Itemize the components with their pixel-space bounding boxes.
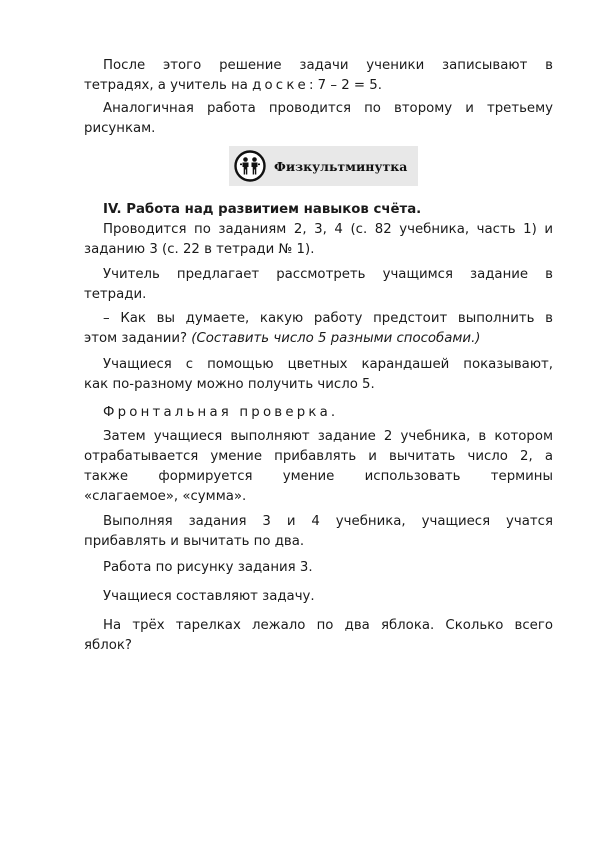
paragraph-line: Работа по рисунку задания 3. xyxy=(103,560,313,575)
paragraph-line: рисункам. xyxy=(84,121,156,136)
spaced-word: доске xyxy=(252,78,309,93)
paragraph-line: тетради. xyxy=(84,287,147,302)
paragraph-line: прибавлять и вычитать по два. xyxy=(84,534,305,549)
paragraph-line: Выполняя задания 3 и 4 учебника, учащиеся учатся xyxy=(103,514,553,529)
paragraph-teacher-board xyxy=(84,56,553,96)
paragraph-line: яблок? xyxy=(84,638,132,653)
paragraph-line: Затем учащиеся выполняют задание 2 учебника, в котором xyxy=(103,429,553,444)
paragraph-line: Проводится по заданиям 2, 3, 4 (с. 82 учебника, часть 1) и xyxy=(103,222,553,237)
paragraph-line: – Как вы думаете, какую работу предстоит выполнить в xyxy=(103,311,553,326)
paragraph-line: отрабатывается умение прибавлять и вычитать число 2, а xyxy=(84,449,553,464)
paragraph-line: Учащиеся составляют задачу. xyxy=(103,589,315,604)
paragraph-tasks xyxy=(84,220,553,260)
two-people-icon xyxy=(234,150,266,182)
paragraph-analog-work xyxy=(84,99,553,139)
paragraph-line: Учащиеся с помощью цветных карандашей показывают, xyxy=(103,357,553,372)
paragraph-line: «слагаемое», «сумма». xyxy=(84,489,247,504)
italic-answer: (Составить число 5 разными способами.) xyxy=(191,331,481,346)
paragraph-teacher-offers xyxy=(84,265,553,305)
paragraph-line: как по-разному можно получить число 5. xyxy=(84,377,375,392)
paragraph-frontal-check xyxy=(84,403,553,423)
paragraph-picture-work xyxy=(84,558,553,578)
paragraph-tasks34 xyxy=(84,512,553,552)
paragraph-line: После этого решение задачи ученики записывают в xyxy=(103,58,553,73)
paragraph-apples-task xyxy=(84,616,553,656)
paragraph-line: тетрадях, а учитель на доске: 7 – 2 = 5. xyxy=(84,78,382,93)
paragraph-task2 xyxy=(84,427,553,507)
section-heading-block xyxy=(84,200,553,220)
paragraph-line: На трёх тарелках лежало по два яблока. Сколько всего xyxy=(103,618,553,633)
paragraph-line: Учитель предлагает рассмотреть учащимся задание в xyxy=(103,267,553,282)
paragraph-line: Аналогичная работа проводится по второму и третьему xyxy=(103,101,553,116)
section-heading: IV. Работа над развитием навыков счёта. xyxy=(103,202,422,217)
spaced-heading: Фронтальная проверка. xyxy=(103,405,339,420)
paragraph-question xyxy=(84,309,553,349)
paragraph-line: заданию 3 (с. 22 в тетради № 1). xyxy=(84,242,315,257)
banner-label: Физкультминутка xyxy=(274,158,408,174)
paragraph-compose-task xyxy=(84,587,553,607)
paragraph-line: также формируется умение использовать термины xyxy=(84,469,553,484)
paragraph-pencils xyxy=(84,355,553,395)
fizkultminutka-banner xyxy=(229,146,418,186)
paragraph-line: этом задании? (Составить число 5 разными способами.) xyxy=(84,331,481,346)
